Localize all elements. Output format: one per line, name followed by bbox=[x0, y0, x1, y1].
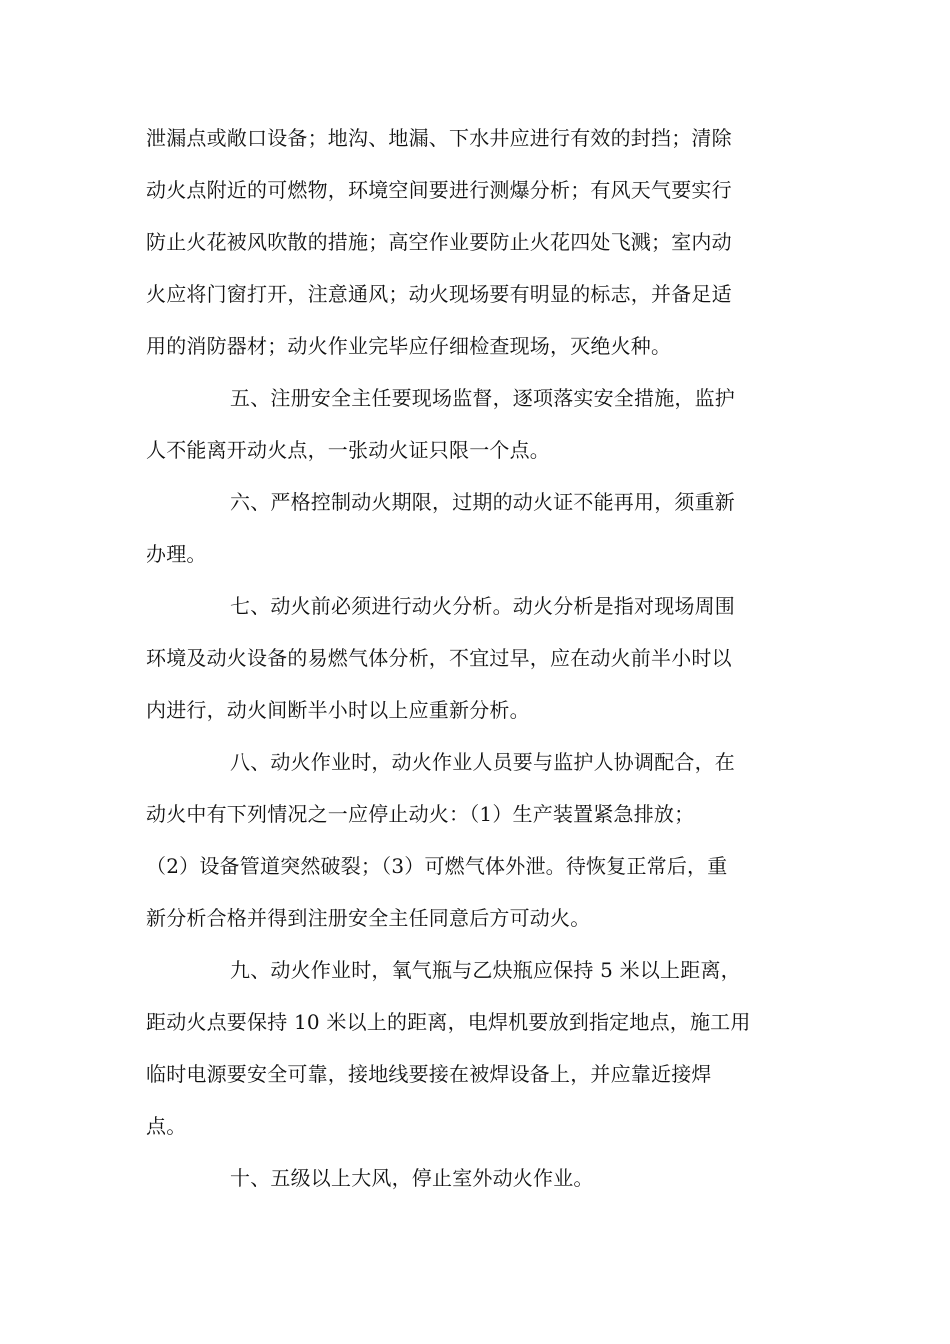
text-line: 办理。 bbox=[146, 542, 207, 566]
text-line: 临时电源要安全可靠，接地线要接在被焊设备上，并应靠近接焊 bbox=[146, 1062, 712, 1086]
text-line: 五、注册安全主任要现场监督，逐项落实安全措施，监护 bbox=[230, 386, 735, 410]
paragraph-item-9 bbox=[146, 944, 804, 1152]
text-line: 动火中有下列情况之一应停止动火：（1）生产装置紧急排放； bbox=[146, 802, 695, 826]
text-line: 内进行，动火间断半小时以上应重新分析。 bbox=[146, 698, 530, 722]
paragraph-item-6 bbox=[146, 476, 804, 580]
paragraph-item-10 bbox=[146, 1152, 804, 1204]
text-line: 用的消防器材；动火作业完毕应仔细检查现场，灭绝火种。 bbox=[146, 334, 672, 358]
text-line: （2）设备管道突然破裂；（3）可燃气体外泄。待恢复正常后，重 bbox=[146, 854, 728, 878]
text-line: 六、严格控制动火期限，过期的动火证不能再用，须重新 bbox=[230, 490, 735, 514]
text-line: 人不能离开动火点，一张动火证只限一个点。 bbox=[146, 438, 550, 462]
text-line: 九、动火作业时，氧气瓶与乙炔瓶应保持 5 米以上距离， bbox=[230, 958, 741, 982]
text-line: 十、五级以上大风，停止室外动火作业。 bbox=[230, 1166, 594, 1190]
paragraph-item-8 bbox=[146, 736, 804, 944]
text-line: 泄漏点或敞口设备；地沟、地漏、下水井应进行有效的封挡；清除 bbox=[146, 126, 732, 150]
text-line: 新分析合格并得到注册安全主任同意后方可动火。 bbox=[146, 906, 591, 930]
paragraph-item-5 bbox=[146, 372, 804, 476]
text-line: 防止火花被风吹散的措施；高空作业要防止火花四处飞溅；室内动 bbox=[146, 230, 732, 254]
text-line: 动火点附近的可燃物，环境空间要进行测爆分析；有风天气要实行 bbox=[146, 178, 732, 202]
text-line: 七、动火前必须进行动火分析。动火分析是指对现场周围 bbox=[230, 594, 735, 618]
text-line: 八、动火作业时，动火作业人员要与监护人协调配合，在 bbox=[230, 750, 735, 774]
text-line: 距动火点要保持 10 米以上的距离，电焊机要放到指定地点，施工用 bbox=[146, 1010, 751, 1034]
text-line: 火应将门窗打开，注意通风；动火现场要有明显的标志，并备足适 bbox=[146, 282, 732, 306]
paragraph-item-7 bbox=[146, 580, 804, 736]
text-line: 点。 bbox=[146, 1114, 187, 1138]
document-body bbox=[146, 112, 804, 1204]
text-line: 环境及动火设备的易燃气体分析，不宜过早，应在动火前半小时以 bbox=[146, 646, 732, 670]
paragraph-continued-measures bbox=[146, 112, 804, 372]
